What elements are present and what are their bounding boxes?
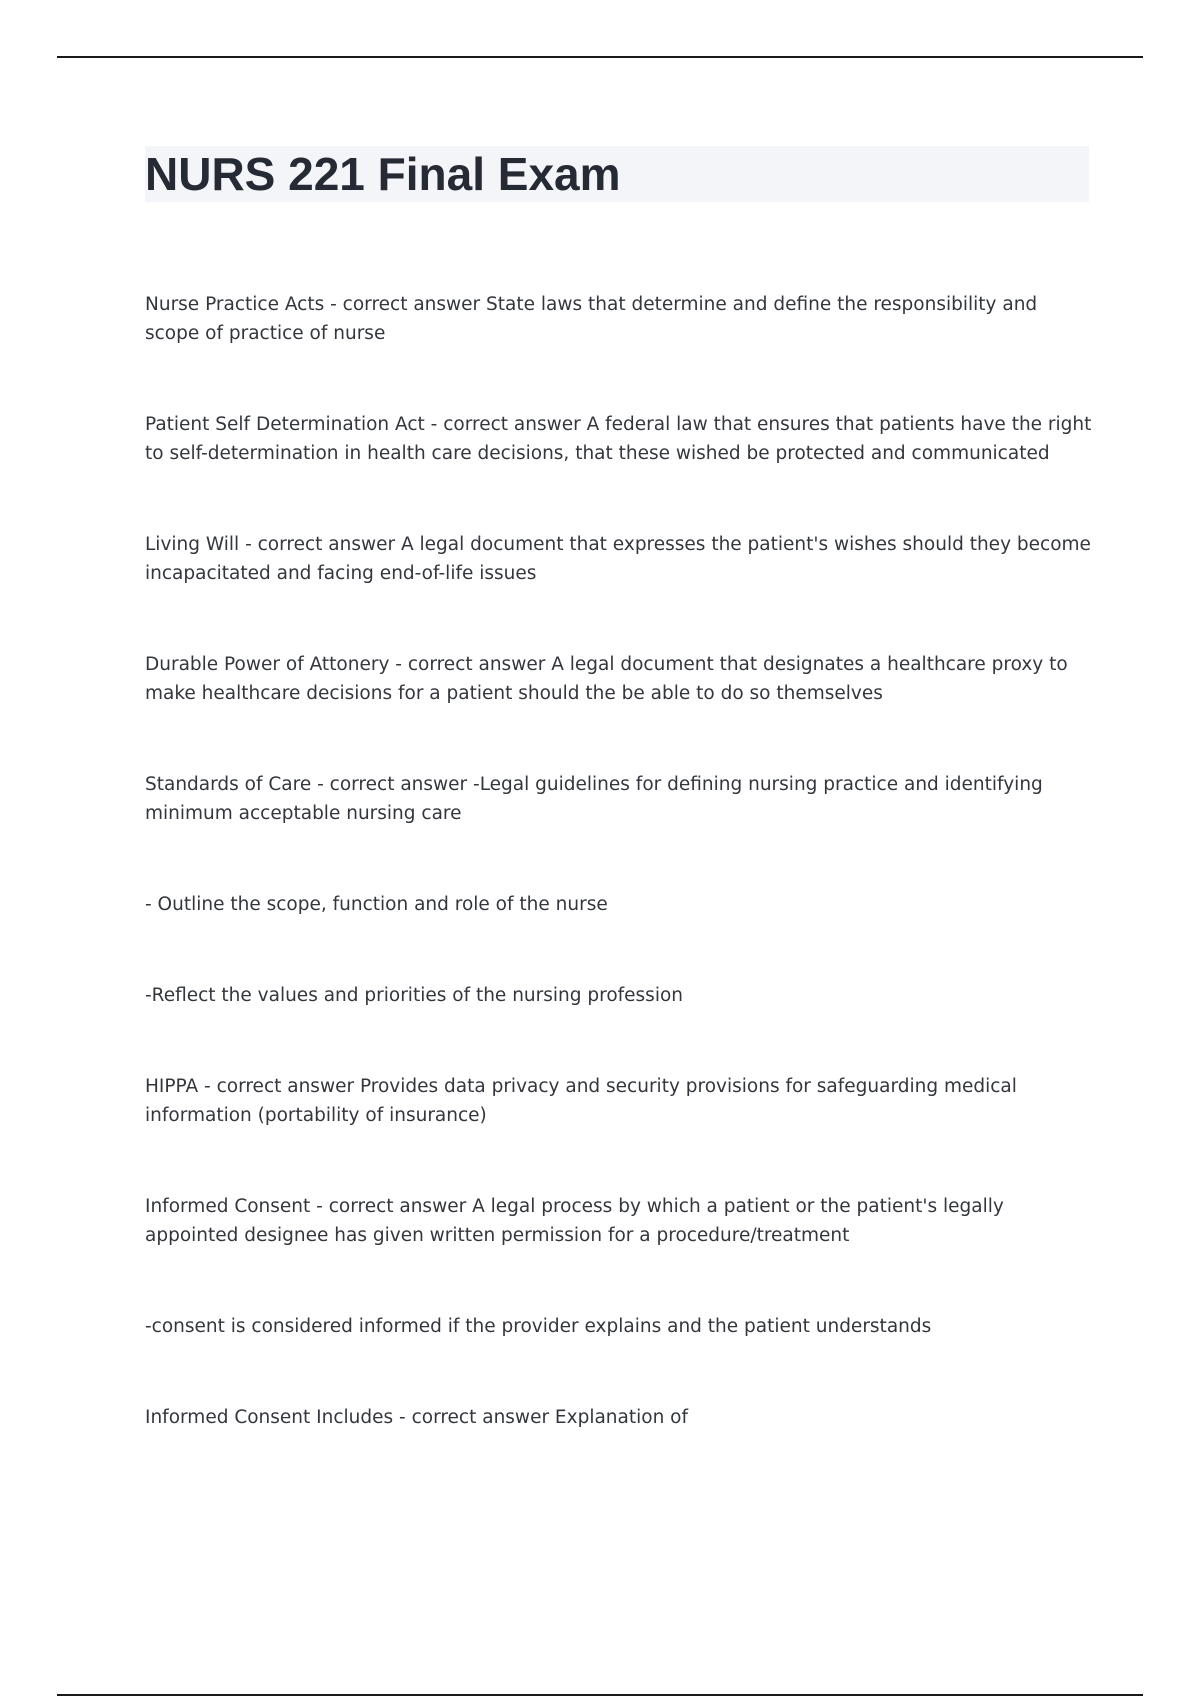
- document-body: [145, 290, 1095, 1494]
- entry-standards-of-care-point-1: - Outline the scope, function and role of the nurse: [145, 894, 608, 915]
- entry-standards-of-care-point-2: -Reflect the values and priorities of the nursing profession: [145, 985, 683, 1006]
- entry-informed-consent-point: -consent is considered informed if the provider explains and the patient understands: [145, 1316, 932, 1337]
- entry-patient-self-determination-act: Patient Self Determination Act - correct answer A federal law that ensures that patients have the right to self-determination in health care decisions, that these wished be protected and communicated: [145, 414, 1092, 464]
- entry-informed-consent: Informed Consent - correct answer A legal process by which a patient or the patient's legally appointed designee has given written permission for a procedure/treatment: [145, 1196, 1004, 1246]
- bottom-rule: [57, 1694, 1143, 1696]
- entry-durable-power-of-attorney: Durable Power of Attonery - correct answer A legal document that designates a healthcare proxy to make healthcare decisions for a patient should the be able to do so themselves: [145, 654, 1068, 704]
- page-title: NURS 221 Final Exam: [145, 148, 621, 200]
- top-rule: [57, 56, 1143, 58]
- entry-standards-of-care: Standards of Care - correct answer -Legal guidelines for defining nursing practice and identifying minimum acceptable nursing care: [145, 774, 1043, 824]
- entry-hippa: HIPPA - correct answer Provides data privacy and security provisions for safeguarding medical information (portability of insurance): [145, 1076, 1017, 1126]
- entry-living-will: Living Will - correct answer A legal document that expresses the patient's wishes should they become incapacitated and facing end-of-life issues: [145, 534, 1091, 584]
- entry-informed-consent-includes: Informed Consent Includes - correct answer Explanation of: [145, 1407, 689, 1428]
- entry-nurse-practice-acts: Nurse Practice Acts - correct answer State laws that determine and define the responsibility and scope of practice of nurse: [145, 294, 1038, 344]
